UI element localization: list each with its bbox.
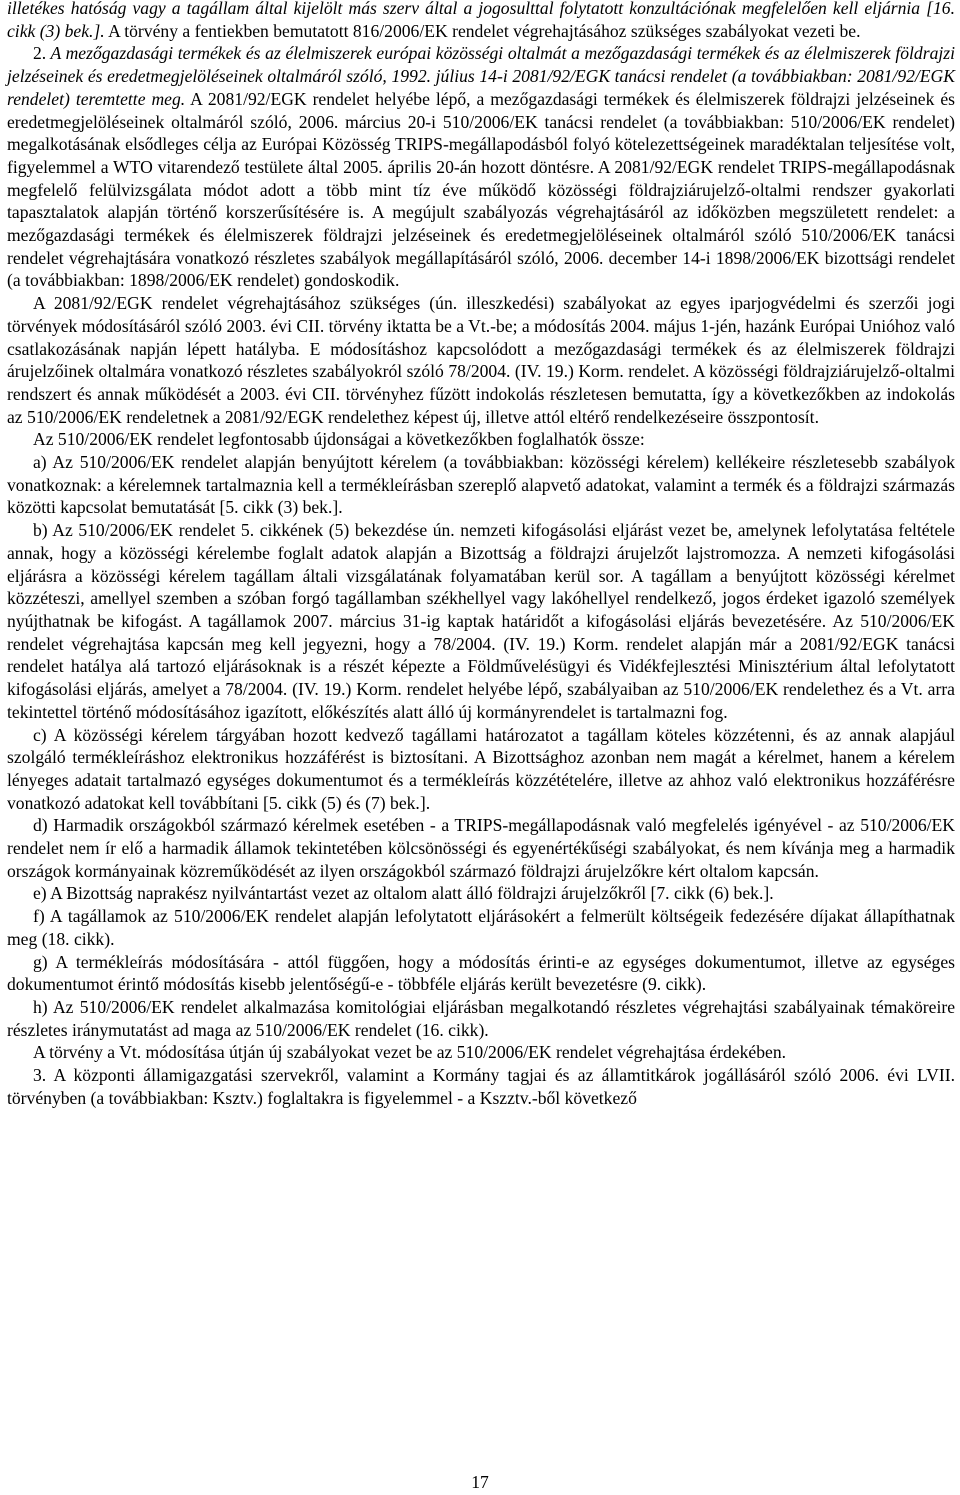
document-body [7,0,955,1109]
paragraph [7,42,955,292]
text-segment: 2. [33,43,47,64]
paragraph [7,1041,955,1064]
text-segment: a) Az 510/2006/EK rendelet alapján benyújtott kérelem (a továbbiakban: közösségi kérelem) kellékeire részletesebb szabályok vonatkoznak: a kérelemnek tartalmaznia kell a termékleírásban szereplő alapvető adatokat, valamint a termék és a földrajzi származás közötti kapcsolat bemutatását [5. cikk (3) bek.]. [7,452,955,518]
paragraph [7,451,955,519]
italic-text-segment: illetékes hatóság vagy a tagállam által kijelölt más szerv által a jogosulttal folytatott konzultációnak megfelelően kell eljárnia [16. cikk (3) bek.]. [7,0,955,41]
text-segment: Az 510/2006/EK rendelet legfontosabb újdonságai a következőkben foglalhatók össze: [33,429,645,450]
text-segment: g) A termékleírás módosítására - attól függően, hogy a módosítás érinti-e az egységes dokumentumot, illetve az egységes dokumentumot érintő módosítás kisebb jelentőségű-e - többféle eljárás került bevezetésre (9. cikk). [7,951,955,995]
paragraph [7,1064,955,1109]
text-segment: A törvény a fentiekben bemutatott 816/2006/EK rendelet végrehajtásához szükséges szabályokat vezeti be. [104,20,861,41]
paragraph [7,996,955,1041]
text-segment: f) A tagállamok az 510/2006/EK rendelet alapján lefolytatott eljárásokért a felmerült költségeik fedezésére díjakat állapíthatnak meg (18. cikk). [7,906,955,949]
text-segment: A 2081/92/EGK rendelet helyébe lépő, a mezőgazdasági termékek és élelmiszerek földrajzi jelzéseinek és eredetmegjelöléseinek oltalmáról szóló, 2006. március 20-i 510/2006/EK tanácsi rendelet (a továbbiakban: 510/2006/EK rendelet) megalkotásának elsődleges célja az Európai Közösség TRIPS-megállapodásból folyó kötelezettségeinek maradéktalan teljesítése volt, figyelemmel a WTO vitarendező testülete által 2005. április 20-án hozott döntésre. A 2081/92/EGK rendelet TRIPS-megállapodásnak megfelelő felülvizsgálata módot adott a több mint tíz éve működő közösségi földrajziárujelző-oltalmi rendszer gyakorlati tapasztalatok alapján történő korszerűsítésére is. A megújult szabályozás végrehajtásáról az időközben megszületett rendelet: a mezőgazdasági termékek és élelmiszerek földrajzi jelzéseinek és eredetmegjelöléseinek oltalmáról szóló 510/2006/EK tanácsi rendelet végrehajtására vonatkozó részletes szabályok megállapításáról szóló, 2006. december 14-i 1898/2006/EK bizottsági rendelet (a továbbiakban: 1898/2006/EK rendelet) gondoskodik. [7,88,955,291]
paragraph [7,905,955,950]
text-segment: d) Harmadik országokból származó kérelmek esetében - a TRIPS-megállapodásnak való megfelelés igényével - az 510/2006/EK rendelet nem ír elő a harmadik államok tekintetében kölcsönösségi és egyenértékűségi szabályokat, és nem kívánja meg a harmadik országok kormányainak közreműködését az ilyen országokból származó földrajzi árujelzőkre kért oltalom kapcsán. [7,815,955,881]
paragraph [7,951,955,996]
paragraph [7,0,955,42]
text-segment: c) A közösségi kérelem tárgyában hozott kedvező tagállami határozatot a tagállam köteles közzétenni, és az annak alapjául szolgáló termékleíráshoz elektronikus hozzáférést is biztosítani. A Bizottsághoz azonban nem magát a kérelmet, hanem a kérelem lényeges adatait tartalmazó egységes dokumentumot és a termékleírás közzétételére, illetve az ahhoz való elektronikus hozzáférésre vonatkozó adatokat kell továbbítani [5. cikk (5) és (7) bek.]. [7,724,955,813]
text-segment: 3. A központi államigazgatási szervekről, valamint a Kormány tagjai és az államtitkárok jogállásáról szóló 2006. évi LVII. törvényben (a továbbiakban: Ksztv.) foglaltakra is figyelemmel - a Kszztv.-ből következő [7,1065,955,1108]
page-number: 17 [471,1472,489,1492]
paragraph [7,814,955,882]
italic-text-segment: A mezőgazdasági termékek és az élelmiszerek európai közösségi oltalmát a mezőgazdasági termékek és az élelmiszerek földrajzi jelzéseinek és eredetmegjelöléseinek oltalmáról szóló, 1992. július 14-i 2081/92/EGK tanácsi rendelet (a továbbiakban: 2081/92/EGK rendelet) teremtette meg. [7,43,955,109]
paragraph [7,292,955,428]
text-segment: e) A Bizottság naprakész nyilvántartást vezet az oltalom alatt álló földrajzi árujelzőkről [7. cikk (6) bek.]. [33,883,774,904]
paragraph [7,428,955,451]
text-segment: A 2081/92/EGK rendelet végrehajtásához szükséges (ún. illeszkedési) szabályokat az egyes iparjogvédelmi és szerzői jogi törvények módosításáról szóló 2003. évi CII. törvény iktatta be a Vt.-be; a módosítás 2004. május 1-jén, hazánk Európai Unióhoz való csatlakozásának napján lépett hatályba. E módosításhoz kapcsolódott a mezőgazdasági termékek és az élelmiszerek földrajzi árujelzőinek oltalmára vonatkozó részletes szabályokról szóló 78/2004. (IV. 19.) Korm. rendelet. A közösségi földrajziárujelző-oltalmi rendszert és annak működését a 2003. évi CII. törvényhez fűzött indokolás részletesen bemutatta, így a következőkben az indokolás az 510/2006/EK rendeletnek a 2081/92/EGK rendelethez képest új, illetve attól eltérő rendelkezéseire összpontosít. [7,293,955,427]
text-segment: A törvény a Vt. módosítása útján új szabályokat vezet be az 510/2006/EK rendelet végrehajtása érdekében. [33,1042,787,1063]
text-segment: b) Az 510/2006/EK rendelet 5. cikkének (5) bekezdése ún. nemzeti kifogásolási eljárást vezet be, amelynek lefolytatása feltétele annak, hogy a közösségi kérelembe foglalt adatok alapján a Bizottság a földrajzi árujelzőt lajstromozza. A nemzeti kifogásolási eljárásra a közösségi kérelem tagállam általi vizsgálatának folyamatában kerül sor. A tagállam a benyújtott közösségi kérelmet közzéteszi, amellyel szemben a szóban forgó tagállamban székhellyel vagy lakóhellyel rendelkező, jogos érdeket igazoló személyek nyújthatnak be kifogást. A tagállamok 2007. március 31-ig kaptak határidőt a kifogásolási eljárás bevezetésére. Az 510/2006/EK rendelet végrehajtása kapcsán meg kell jegyezni, hogy a 78/2004. (IV. 19.) Korm. rendelet alapján már a 2081/92/EGK tanácsi rendelet hatálya alá tartozó eljárásoknak is a részét képezte a Földművelésügyi és Vidékfejlesztési Minisztérium által lefolytatott kifogásolási eljárás, amelyet a 78/2004. (IV. 19.) Korm. rendelet helyébe lépő, szabályaiban az 510/2006/EK rendelethez és a Vt. arra tekintettel történő módosításához igazított, előkészítés alatt álló új kormányrendelet is tartalmazni fog. [7,520,955,722]
paragraph [7,519,955,723]
paragraph [7,724,955,815]
text-segment: h) Az 510/2006/EK rendelet alkalmazása komitológiai eljárásban megalkotandó részletes végrehajtási szabályainak témaköreire részletes iránymutatást ad maga az 510/2006/EK rendelet (16. cikk). [7,996,955,1040]
paragraph [7,882,955,905]
